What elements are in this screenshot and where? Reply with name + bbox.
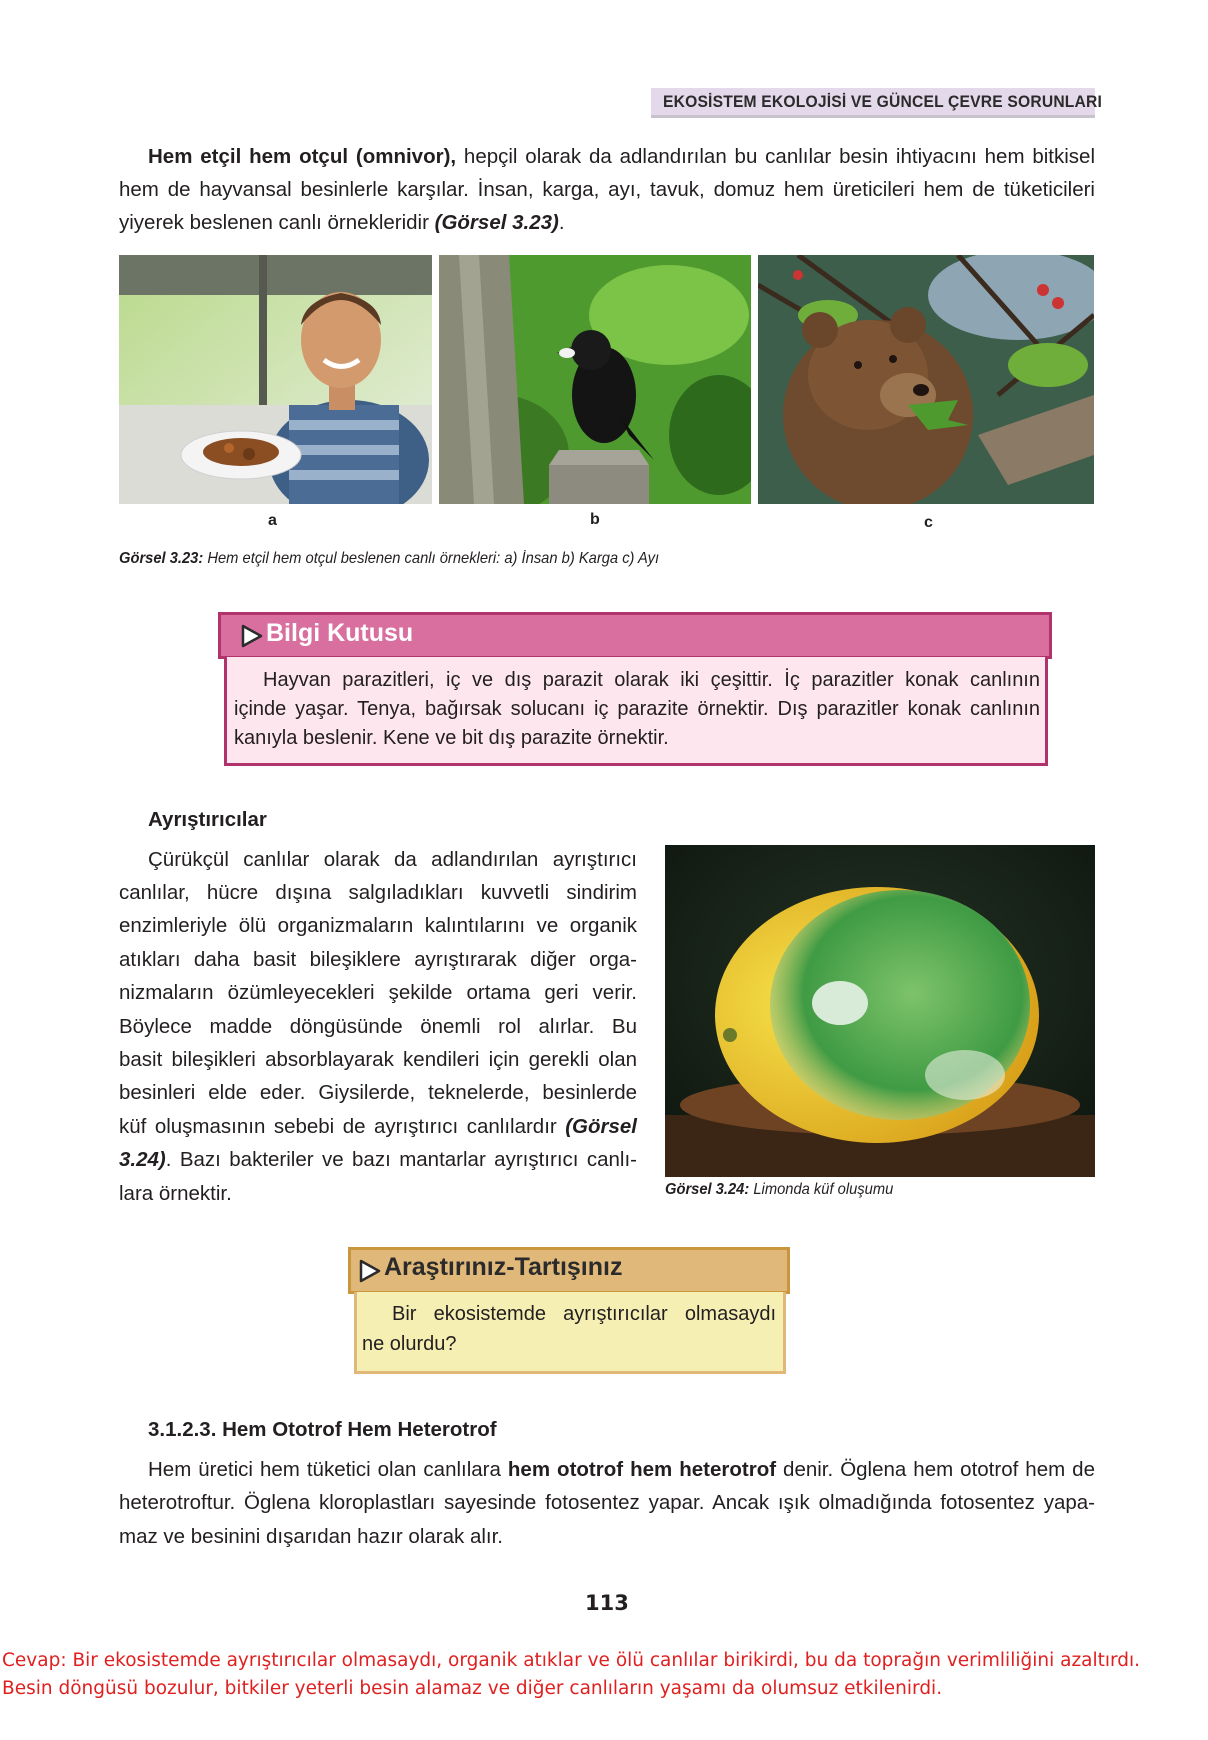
caption-text: Hem etçil hem otçul beslenen canlı örnekleri: a) İnsan b) Karga c) Ayı xyxy=(203,550,660,567)
intro-line-3-end: . xyxy=(558,211,565,234)
decomposers-heading: Ayrıştırıcılar xyxy=(148,808,267,831)
omnivor-term: Hem etçil hem otçul (omnivor), xyxy=(148,145,457,168)
decomposers-line-2: canlılar, hücre dışına salgıladıkları kuvvetli sindirim xyxy=(119,881,637,904)
research-question-line-1 xyxy=(362,1299,776,1329)
moldy-lemon-photo xyxy=(665,845,1095,1177)
bear-photo xyxy=(758,255,1094,504)
figure-3-24-caption xyxy=(665,1181,893,1199)
caption-label: Görsel 3.23: xyxy=(119,550,204,567)
info-box-line-3: kanıyla beslenir. Kene ve bit dış parazite örnektir. xyxy=(234,727,669,749)
decomposers-line-5: nizmaların özümleyecekleri şekilde ortama geri verir. xyxy=(119,981,637,1004)
decomposers-line-10-text: . Bazı bakteriler ve bazı mantarlar ayrıştırıcı canlı- xyxy=(165,1148,637,1171)
play-arrow-icon xyxy=(240,623,264,649)
figure-label-c: c xyxy=(924,514,933,531)
figure-label-a: a xyxy=(268,512,277,529)
figure-label-b: b xyxy=(590,511,600,528)
decomposers-line-4: atıkları daha basit bileşiklere ayrıştırarak diğer orga- xyxy=(119,948,637,971)
intro-line-3-text: yiyerek beslenen canlı örnekleridir xyxy=(119,211,435,234)
answer-line-2: Besin döngüsü bozulur, bitkiler yeterli besin alamaz ve diğer canlıların yaşamı da olumsuz etkilenirdi. xyxy=(2,1678,943,1699)
crow-photo xyxy=(439,255,751,504)
ototrof-heterotrof-term: hem ototrof hem heterotrof xyxy=(507,1458,777,1481)
decomposers-line-3: enzimleriyle ölü organizmaların kalıntılarını ve organik xyxy=(119,914,637,937)
intro-line-1 xyxy=(119,140,1095,174)
decomposers-line-7: basit bileşikleri absorblayarak kendileri için gerekli olan xyxy=(119,1048,637,1071)
decomposers-line-9-text: küf oluşmasının sebebi de ayrıştırıcı canlılardır xyxy=(119,1115,566,1138)
intro-line-1-text: hepçil olarak da adlandırılan bu canlılar besin ihtiyacını hem bitkisel xyxy=(456,145,1095,168)
figure-3-23-caption xyxy=(119,550,659,568)
intro-line-2: hem de hayvansal besinlerle karşılar. İnsan, karga, ayı, tavuk, domuz hem üreticileri hem de tüketicileri xyxy=(119,178,1095,201)
info-box-line-2: içinde yaşar. Tenya, bağırsak solucanı iç parazite örnektir. Dış parazitler konak canlının xyxy=(234,698,1040,720)
figure-reference-324-b: 3.24) xyxy=(119,1148,166,1171)
decomposers-line-10 xyxy=(119,1143,637,1177)
research-question-line-1-text: Bir ekosistemde ayrıştırıcılar olmasaydı xyxy=(392,1303,776,1325)
caption-text-324: Limonda küf oluşumu xyxy=(749,1181,894,1198)
section-line-1-text: Hem üretici hem tüketici olan canlılara xyxy=(148,1458,508,1481)
decomposers-line-11: lara örnektir. xyxy=(119,1182,232,1205)
section-line-1 xyxy=(119,1453,1095,1487)
decomposers-line-6: Böylece madde döngüsünde önemli rol alırlar. Bu xyxy=(119,1015,637,1038)
figure-reference: (Görsel 3.23) xyxy=(434,211,559,234)
decomposers-line-1-text: Çürükçül canlılar olarak da adlandırılan ayrıştırıcı xyxy=(148,848,637,871)
answer-line-1: Cevap: Bir ekosistemde ayrıştırıcılar olmasaydı, organik atıklar ve ölü canlılar birikirdi, bu da toprağın verimliliğini azaltırdı. xyxy=(2,1650,1141,1671)
research-question-line-2: ne olurdu? xyxy=(362,1333,457,1355)
section-line-1-end: denir. Öglena hem ototrof hem de xyxy=(776,1458,1095,1481)
caption-label-324: Görsel 3.24: xyxy=(665,1181,750,1198)
intro-line-3 xyxy=(119,206,1095,240)
decomposers-line-9 xyxy=(119,1110,637,1144)
boy-eating-photo xyxy=(119,255,432,504)
play-arrow-icon xyxy=(358,1258,382,1284)
section-line-2: heterotroftur. Öglena kloroplastları sayesinde fotosentez yapar. Ancak ışık olmadığında fotosentez yapa- xyxy=(119,1491,1095,1514)
info-box-line-1 xyxy=(234,666,1040,696)
research-box-title: Araştırınız-Tartışınız xyxy=(384,1253,623,1281)
figure-reference-324-a: (Görsel xyxy=(565,1115,637,1138)
info-box-line-1-text: Hayvan parazitleri, iç ve dış parazit olarak iki çeşittir. İç parazitler konak canlının xyxy=(263,669,1040,691)
chapter-title: EKOSİSTEM EKOLOJİSİ VE GÜNCEL ÇEVRE SORUNLARI xyxy=(663,92,1103,111)
section-line-3: maz ve besinini dışarıdan hazır olarak alır. xyxy=(119,1525,503,1548)
info-box-title: Bilgi Kutusu xyxy=(266,619,414,647)
page-number: 113 xyxy=(585,1591,629,1615)
decomposers-line-1 xyxy=(119,843,637,877)
section-heading: 3.1.2.3. Hem Ototrof Hem Heterotrof xyxy=(148,1418,497,1441)
decomposers-line-8: besinleri elde eder. Giysilerde, teknelerde, besinlerde xyxy=(119,1081,637,1104)
